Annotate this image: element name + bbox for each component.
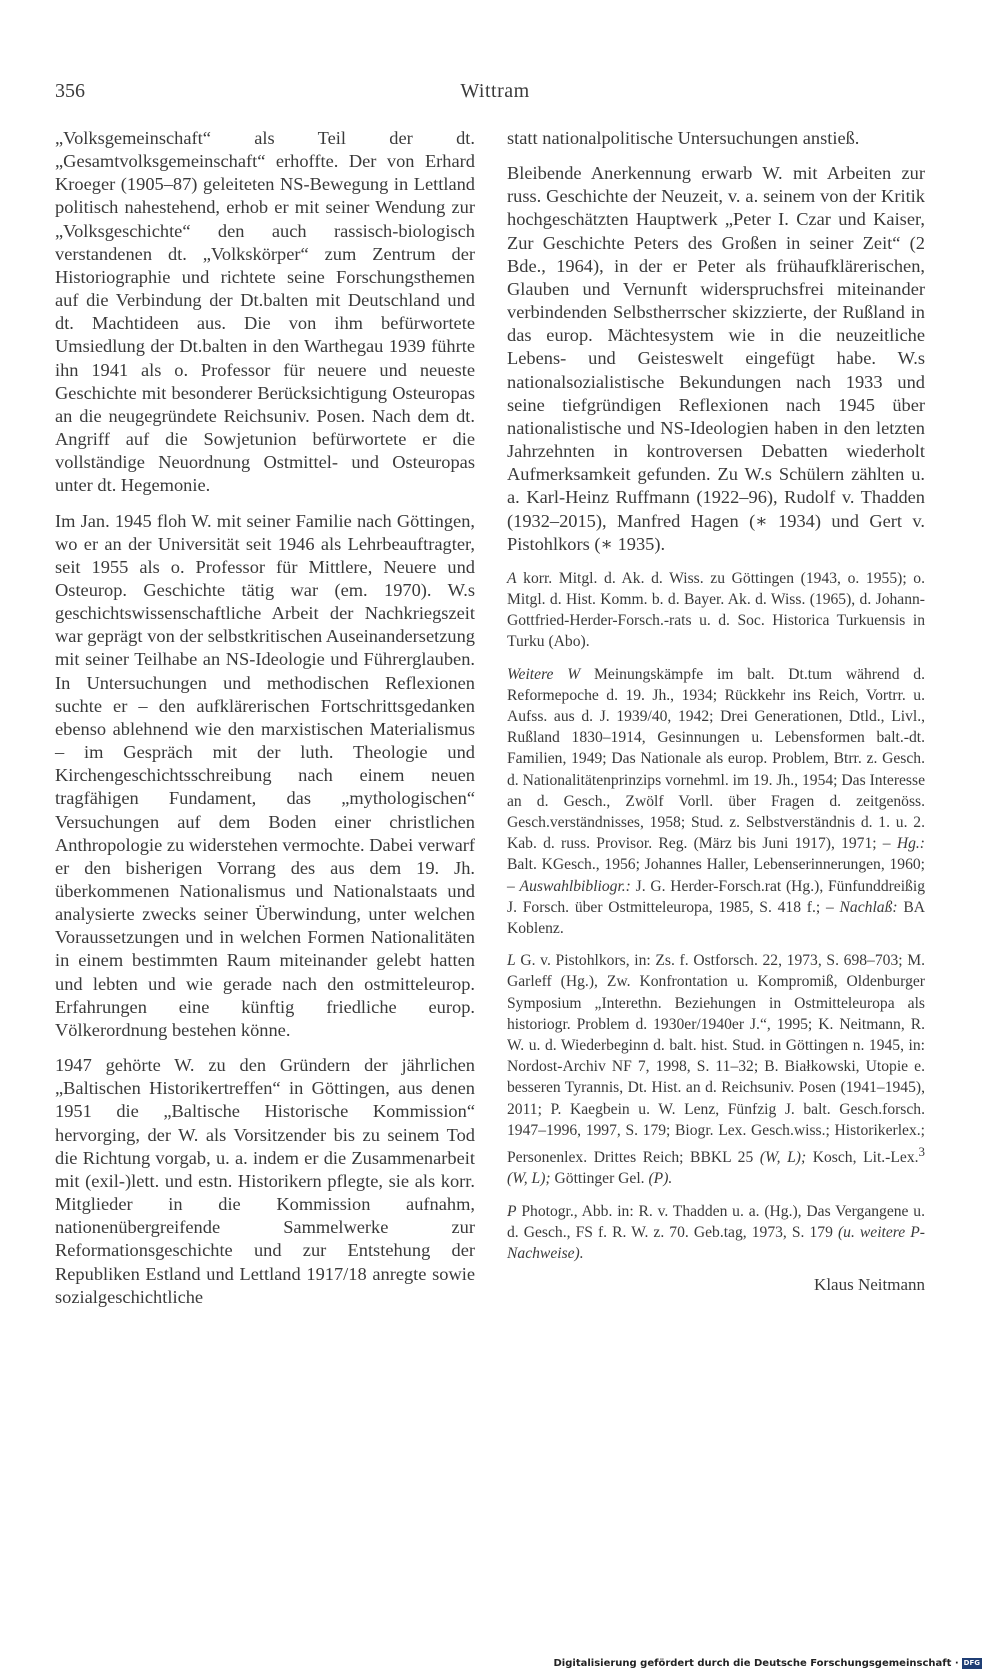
paragraph-right-2: Bleibende Anerkennung erwarb W. mit Arbeiten zur russ. Geschichte der Neuzeit, v. a. seinem von der Kritik hochgeschätzten Hauptwerk „Peter I. Czar und Kaiser, Zur Geschichte Peters des Großen in seiner Zeit“ (2 Bde., 1964), in der er Peter als frühaufklärerischen, Glauben und Vernunft widerspruchsfrei miteinander verbindenden Selbstherrscher skizzierte, der Rußland in das europ. Mächtesystem wie in die neuzeitliche Lebens- und Geisteswelt eingefügt habe. W.s nationalsozialistische Bekundungen nach 1933 und seine tiefgründigen Reflexionen nach 1945 über nationalistische und NS-Ideologien haben in den letzten Jahrzehnten in kontroversen Debatten wiederholt Aufmerksamkeit gefunden. Zu W.s Schülern zählten u. a. Karl-Heinz Ruffmann (1922–96), Rudolf v. Thadden (1932–2015), Manfred Hagen (∗ 1934) und Gert v. Pistohlkors (∗ 1935). bbox=[507, 163, 925, 554]
author-signature: Klaus Neitmann bbox=[814, 1275, 925, 1295]
section-portraits bbox=[507, 1201, 925, 1265]
literature-text-1: G. v. Pistohlkors, in: Zs. f. Ostforsch. 22, 1973, S. 698–703; M. Garleff (Hg.), Zw. Konfrontation u. Kompromiß, Oldenburger Symposium „Interethn. Beziehungen in Ostmitteleuropa als historiogr. Problem d. 1930er/1940er J.“, 1995; K. Neitmann, R. W. u. d. Wiederbeginn d. balt. hist. Stud. in Göttingen n. 1945, in: Nordost-Archiv NF 7, 1998, S. 11–32; B. Białkowski, Utopie e. besseren Tyrannis, Dt. Hist. an d. Reichsuniv. Posen (1941–1945), 2011; P. Kaegbein u. W. Lenz, Fünfzig J. balt. Gesch.forsch. 1947–1996, 1997, S. 179; Biogr. Lex. Gesch.wiss.; Historikerlex.; Personenlex. Drittes Reich; BBKL 25 bbox=[507, 952, 925, 1167]
right-column bbox=[507, 127, 925, 1295]
literature-italic-1: (W, L); bbox=[759, 1149, 807, 1167]
literature-text-2: Kosch, Lit.-Lex. bbox=[806, 1149, 919, 1167]
section-further-works bbox=[507, 664, 925, 940]
literature-text-3: Göttinger Gel. bbox=[550, 1170, 649, 1188]
portraits-text: Photogr., Abb. in: R. v. Thadden u. a. (Hg.), Das Vergangene u. d. Gesch., FS f. R. W. z. 70. Geb.tag, 1973, S. 179 bbox=[507, 1202, 925, 1241]
paragraph-left-2: Im Jan. 1945 floh W. mit seiner Familie nach Göttingen, wo er an der Universität seit 1946 als Lehrbeauftragter, seit 1955 als o. Professor für Mittlere, Neuere und Osteurop. Geschichte tätig war (em. 1970). W.s geschichtswissenschaftliche Arbeit der Nachkriegszeit war geprägt von der selbstkritischen Auseinandersetzung mit seiner Teilhabe an NS-Ideologie und Führerglauben. In Untersuchungen und methodischen Reflexionen suchte er – den aufklärerischen Fortschrittsgedanken ebenso ablehnend wie den marxistischen Materialismus – im Gespräch mit der luth. Theologie und Kirchengeschichtsschreibung nach einem neuen tragfähigen Fundament, das „mythologischen“ Versuchungen auf dem Boden einer christlichen Anthropologie zu widerstehen vermochte. Dabei verwarf er den bisherigen Vorrang des aus dem 19. Jh. überkommenen Nationalismus und Nationalstaats und analysierte zwecks seiner Überwindung, unter welchen Voraussetzungen und in welchen Formen Nationalitäten in einem bestimmten Raum miteinander gelebt hatten und lebten und wie gerade nach den ostmitteleurop. Erfahrungen eine künftig friedliche europ. Völkerordnung bestehen könne. bbox=[55, 510, 475, 1040]
paragraph-right-1: statt nationalpolitische Untersuchungen anstieß. bbox=[507, 128, 860, 148]
page-header bbox=[55, 80, 935, 110]
works-text-1: Meinungskämpfe im balt. Dt.tum während d. Reformepoche d. 19. Jh., 1934; Rückkehr ins Reich, Vortrr. u. Aufss. aus d. J. 1939/40, 1942; Drei Generationen, Dtld., Livl., Rußland 1830–1914, Gesinnungen u. Lebensformen balt.-dt. Familien, 1949; Das Nationale als europ. Problem, Btrr. z. Gesch. d. Nationalitätenprinzips vornehml. im 19. Jh., 1954; Das Interesse an d. Gesch., Zwölf Vorll. über Fragen d. zeitgenöss. Gesch.verständnisses, 1958; Stud. z. Selbstverständnis d. 1. u. 2. Kab. d. russ. Provisor. Reg. (März bis Juni 1917), 1971; – bbox=[507, 665, 925, 853]
page-number: 356 bbox=[55, 80, 85, 102]
section-label-l: L bbox=[507, 952, 516, 970]
works-nachlass-label: Nachlaß: bbox=[839, 898, 898, 916]
paragraph-left-3: 1947 gehörte W. zu den Gründern der jährlichen „Baltischen Historikertreffen“ in Göttingen, aus denen 1951 die „Baltische Historische Kommission“ hervorging, der W. als Vorsitzender bis zu seinem Tod die Richtung vorgab, u. a. indem er die Zusammenarbeit mit (exil-)lett. und estn. Historikern pflegte, sie als korr. Mitglieder in die Kommission aufnahm, nationenübergreifende Sammelwerke zur Reformationsgeschichte und zur Entstehung der Republiken Estland und Lettland 1917/18 anregte sowie sozialgeschichtliche bbox=[55, 1055, 475, 1307]
section-literature bbox=[507, 950, 925, 1189]
section-label-a: A bbox=[507, 569, 517, 587]
section-label-p: P bbox=[507, 1202, 517, 1220]
literature-italic-2: (W, L); bbox=[507, 1170, 551, 1188]
section-label-w: Weitere W bbox=[507, 665, 581, 683]
paragraph-left-1: „Volksgemeinschaft“ als Teil der dt. „Gesamtvolksgemeinschaft“ erhoffte. Der von Erhard Kroeger (1905–87) geleiteten NS-Bewegung in Lettland politisch nahestehend, erhob er mit seiner Wendung zur „Volksgeschichte“ den auch rassisch-biologisch verstandenen dt. „Volkskörper“ zum Zentrum der Historiographie und richtete seine Forschungsthemen auf die Verbindung der Dt.balten mit Deutschland und dt. Machtideen aus. Die von ihm befürwortete Umsiedlung der Dt.balten in den Warthegau 1939 führte ihn 1941 als o. Professor für neuere und neueste Geschichte mit besonderer Berücksichtigung Osteuropas an die neugegründete Reichsuniv. Posen. Nach dem dt. Angriff auf die Sowjetunion befürwortete er die vollständige Neuordnung Ostmittel- und Osteuropas unter dt. Hegemonie. bbox=[55, 128, 475, 496]
works-text-3: J. G. Herder-Forsch.rat (Hg.), Fünfunddreißig J. Forsch. über Ostmitteleuropa, 1985, S. 418 f.; – bbox=[507, 877, 925, 916]
works-hg-label: Hg.: bbox=[896, 835, 925, 853]
footer-text: Digitalisierung gefördert durch die Deutsche Forschungsgemeinschaft · bbox=[553, 1658, 959, 1669]
works-text-2: Balt. KGesch., 1956; Johannes Haller, Lebenserinnerungen, 1960; – bbox=[507, 856, 925, 895]
academies-text: korr. Mitgl. d. Ak. d. Wiss. zu Göttingen (1943, o. 1955); o. Mitgl. d. Hist. Komm. b. d. Bayer. Ak. d. Wiss. (1965), d. Johann-Gottfried-Herder-Forsch.-rats u. d. Soc. Historica Turkuensis in Turku (Abo). bbox=[507, 569, 925, 651]
works-bibliography-label: Auswahlbibliogr.: bbox=[519, 877, 631, 895]
portraits-italic: (u. weitere P-Nachweise). bbox=[507, 1223, 925, 1263]
dfg-logo-icon: DFG bbox=[963, 1659, 980, 1667]
section-academies bbox=[507, 568, 925, 653]
works-text-4: BA Koblenz. bbox=[507, 898, 926, 938]
left-column bbox=[55, 127, 475, 1321]
running-title: Wittram bbox=[460, 80, 530, 102]
digitization-footer bbox=[554, 1658, 983, 1669]
literature-superscript: 3 bbox=[918, 1144, 926, 1160]
literature-italic-3: (P). bbox=[648, 1170, 673, 1188]
